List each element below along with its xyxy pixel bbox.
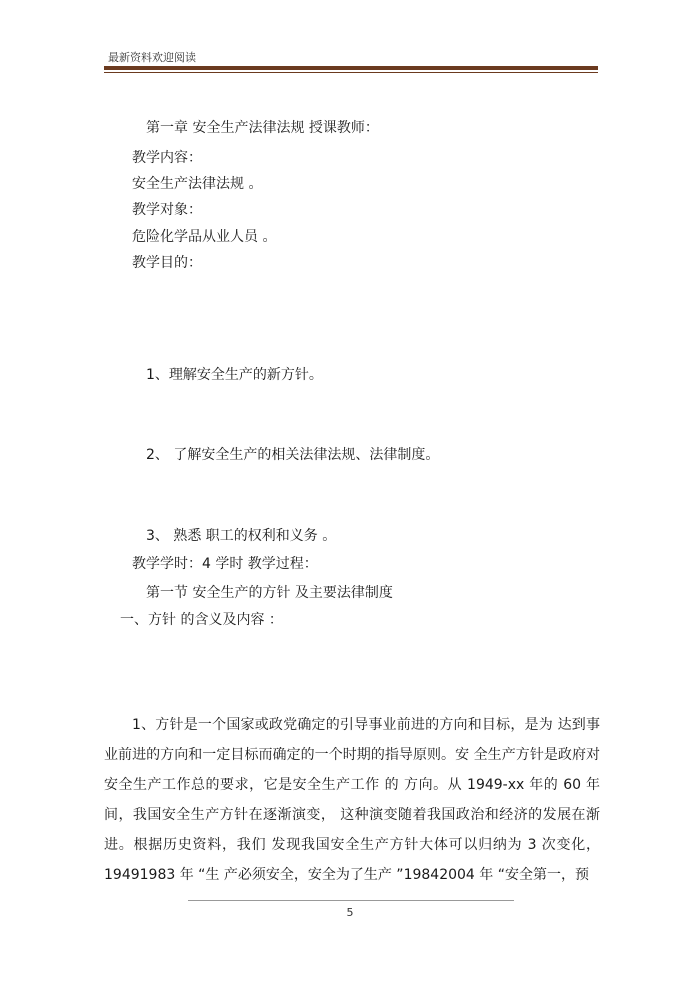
audience-value: 危险化学品从业人员 。 [132, 229, 277, 245]
chapter-title: 第一章 安全生产法律法规 授课教师： [146, 120, 379, 136]
content-label: 教学内容： [132, 150, 202, 166]
goal-item-1: 1、理解安全生产的新方针。 [146, 367, 323, 383]
teaching-hours: 教学学时：4 学时 教学过程： [132, 556, 318, 572]
goal-label: 教学目的： [132, 255, 202, 271]
goal-item-2: 2、 了解安全生产的相关法律法规、法律制度。 [146, 447, 440, 463]
content-value: 安全生产法律法规 。 [132, 176, 263, 192]
subsection-title: 一、方针 的含义及内容 ： [120, 612, 283, 628]
page-number: 5 [346, 906, 354, 919]
body-paragraph: 1、方针是一个国家或政党确定的引导事业前进的方向和目标，是为 达到事业前进的方向和一定目标而确定的一个时期的指导原则。安 全生产方针是政府对安全生产工作总的要求，它是安全生产工作 的 方向。从 1949-xx 年的 60 年间，我国安全生产方针在逐渐演变， 这种演变随着我国政治和经济的发展在渐进。根据历史资料，我们 发现我国安全生产方针大体可以归纳为 3 次变化，19491983 年 “生 产必须安全，安全为了生产 ”19842004 年 “安全第一，预 [104, 717, 600, 883]
section-title: 第一节 安全生产的方针 及主要法律制度 [146, 585, 393, 601]
header-text: 最新资料欢迎阅读 [108, 51, 196, 64]
header-rule-thin [104, 72, 598, 73]
header-rule-thick [104, 66, 598, 70]
goal-item-3: 3、 熟悉 职工的权利和义务 。 [146, 528, 337, 544]
footer-rule [188, 900, 514, 901]
audience-label: 教学对象： [132, 202, 202, 218]
